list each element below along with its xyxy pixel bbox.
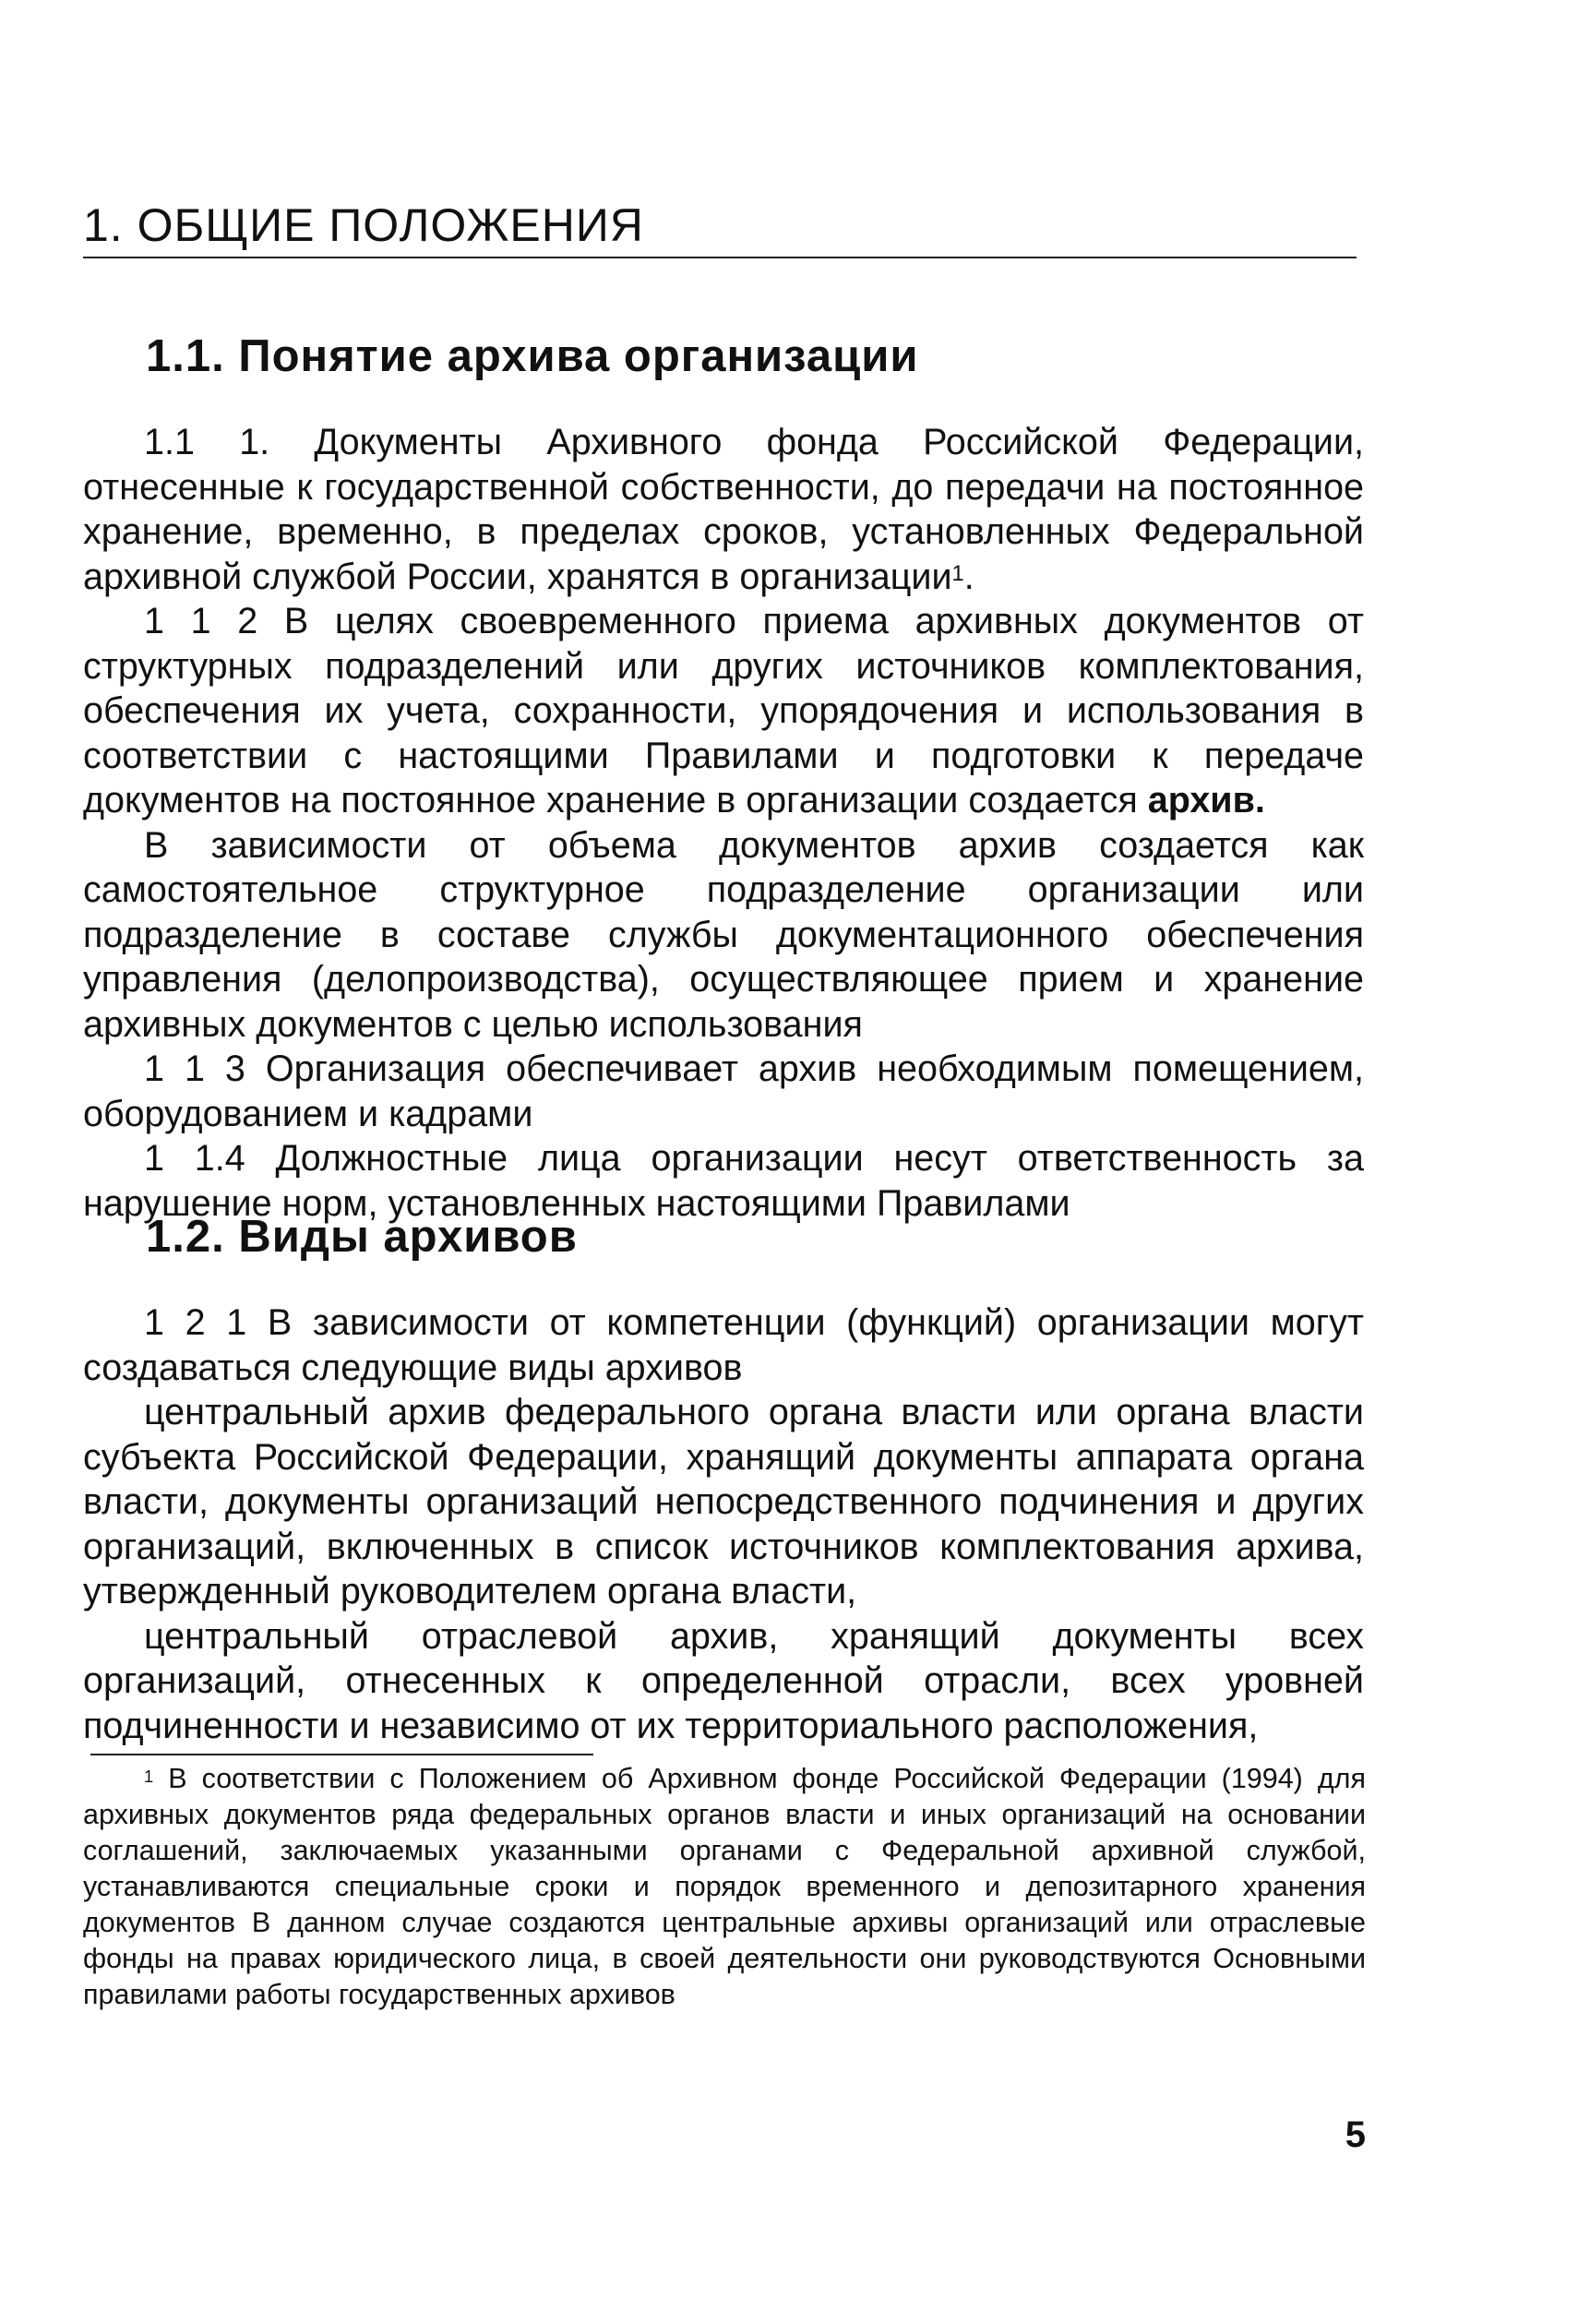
- paragraph-end-punct: .: [963, 556, 974, 597]
- paragraph-1-2-1: 1 2 1 В зависимости от компетенции (функций) организации могут создаваться следующие виды архивов: [83, 1302, 1364, 1388]
- paragraph-archive-structure: В зависимости от объема документов архив создается как самостоятельное структурное подразделение организации или подразделение в составе службы документационного обеспечения управления (делопроизводства), осуществляющее прием и хранение архивных документов с целью использования: [83, 824, 1364, 1045]
- paragraph-central-archive: центральный архив федерального органа власти или органа власти субъекта Российской Федерации, хранящий документы аппарата органа власти, документы организаций непосредственного подчинения и других организаций, включенных в список источников комплектования архива, утвержденный руководителем органа власти,: [83, 1392, 1364, 1611]
- page-number: 5: [1345, 2114, 1366, 2155]
- footnote-ref: 1: [951, 562, 964, 587]
- bold-term: архив.: [1147, 780, 1265, 821]
- paragraph-1-1-4: 1 1.4 Должностные лица организации несут ответственность за нарушение норм, установленных настоящими Правилами: [83, 1138, 1364, 1224]
- footnote-marker: 1: [144, 1766, 154, 1786]
- section-1-1-body: [83, 420, 1364, 1226]
- paragraph-text: 1 1 2 В целях своевременного приема архивных документов от структурных подразделений или других источников комплектования, обеспечения их учета, сохранности, упорядочения и использования в соответствии с настоящими Правилами и подготовки к передаче документов на постоянное хранение в организации создается: [83, 601, 1364, 821]
- section-title-1-1: 1.1. Понятие архива организации: [146, 331, 919, 381]
- footnote-text: В соответствии с Положением об Архивном фонде Российской Федерации (1994) для архивных документов ряда федеральных органов власти и иных организаций на основании соглашений, заключаемых указанными органами с Федеральной архивной службой, устанавливаются специальные сроки и порядок временного и депозитарного хранения документов В данном случае создаются центральные архивы организаций или отраслевые фонды на правах юридического лица, в своей деятельности они руководствуются Основными правилами работы государственных архивов: [83, 1763, 1366, 2010]
- footnote-paragraph: [83, 1761, 1366, 2013]
- paragraph-1-1-3: 1 1 3 Организация обеспечивает архив необходимым помещением, оборудованием и кадрами: [83, 1048, 1364, 1134]
- paragraph-central-branch-archive: центральный отраслевой архив, хранящий документы всех организаций, отнесенных к определенной отрасли, всех уровней подчиненности и независимо от их территориального расположения,: [83, 1615, 1364, 1746]
- chapter-title: 1. ОБЩИЕ ПОЛОЖЕНИЯ: [83, 198, 1357, 258]
- footnote: [83, 1761, 1366, 2013]
- paragraph-text: 1.1 1. Документы Архивного фонда Российской Федерации, отнесенные к государственной собственности, до передачи на постоянное хранение, временно, в пределах сроков, установленных Федеральной архивной службой России, хранятся в организации: [83, 422, 1364, 597]
- section-1-2-body: [83, 1300, 1364, 1748]
- section-title-1-2: 1.2. Виды архивов: [146, 1212, 578, 1262]
- footnote-divider: [90, 1754, 593, 1755]
- paragraph-1-1-2: [83, 599, 1364, 823]
- paragraph-1-1-1: [83, 420, 1364, 599]
